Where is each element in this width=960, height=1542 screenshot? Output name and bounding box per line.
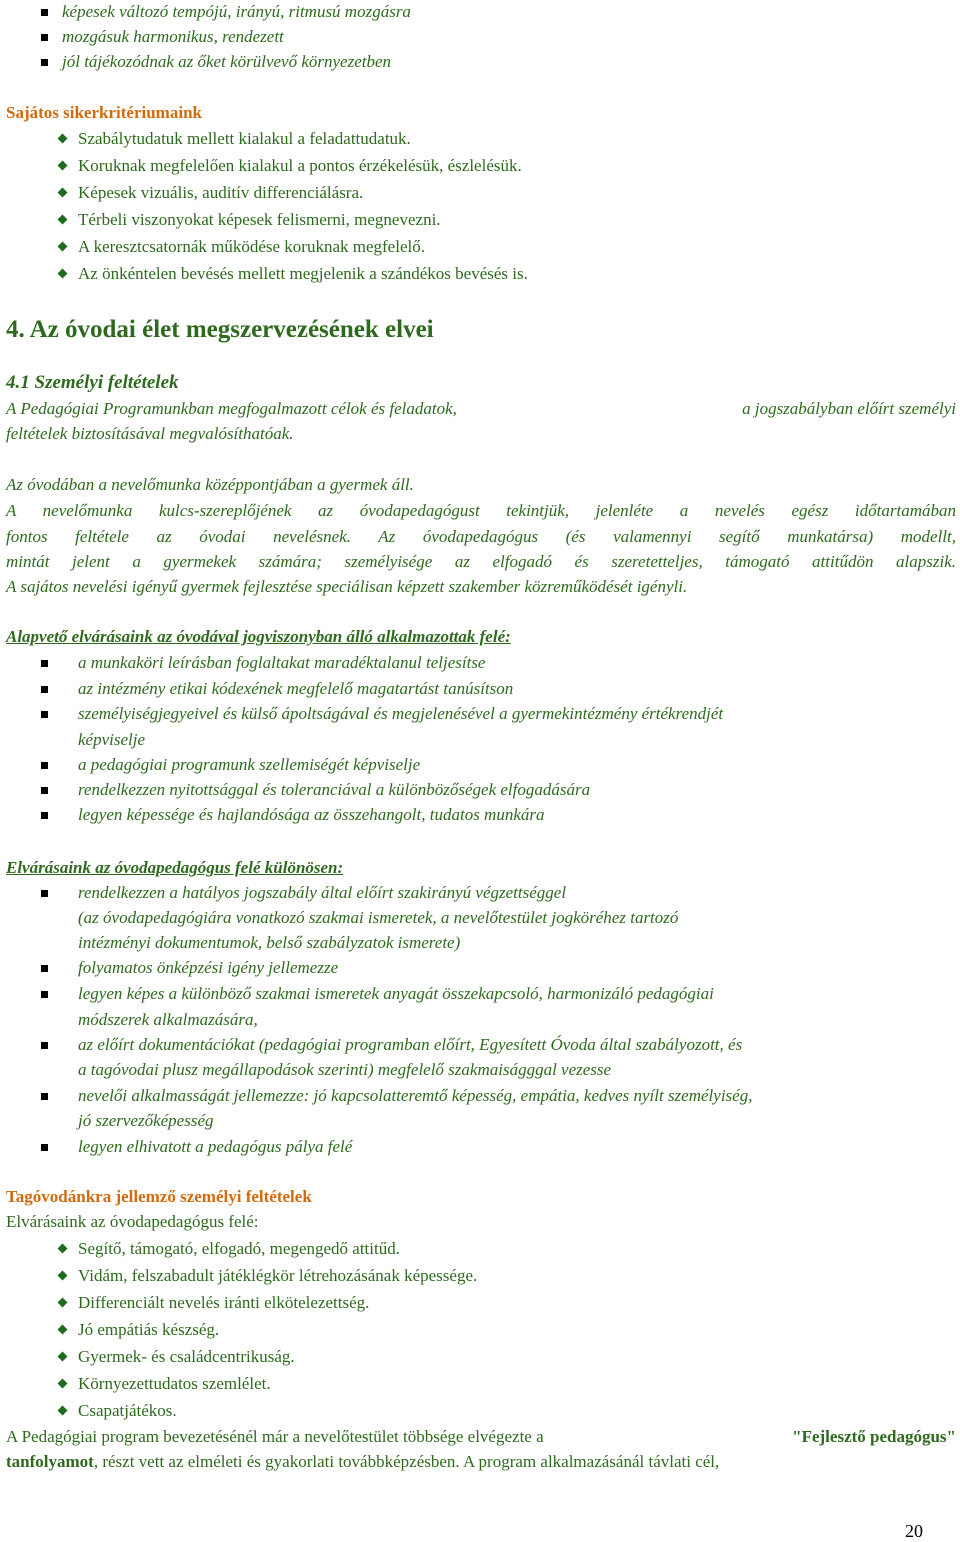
list-item: Jó empátiás készség. [78,1320,220,1339]
list-item: rendelkezzen nyitottsággal és toleranciával a különbözőségek elfogadására [78,780,591,799]
list-item-continuation: intézményi dokumentumok, belső szabályzatok ismerete) [78,933,461,952]
list-item: Csapatjátékos. [78,1401,177,1420]
list-item: rendelkezzen a hatályos jogszabály által előírt szakirányú végzettséggel [78,883,567,902]
paragraph-line: mintát jelent a gyermekek számára; személyisége az elfogadó és szeretetteljes, támogató attitűdön alapszik. [6,552,956,571]
list-item-continuation: módszerek alkalmazására, [78,1010,258,1029]
square-bullet-icon [41,711,48,718]
list-item: nevelői alkalmasságát jellemezze: jó kapcsolatteremtő képesség, empátia, kedves nyílt személyiség, [78,1086,753,1105]
member-kindergarten-title: Tagóvodánkra jellemző személyi feltételek [6,1187,312,1206]
paragraph-line: A Pedagógiai Programunkban megfogalmazott célok és feladatok, [6,399,457,418]
closing-paragraph-line [6,1426,956,1448]
paragraph-line: Az óvodában a nevelőmunka középpontjában a gyermek áll. [6,475,414,494]
diamond-bullet-icon [58,1244,68,1254]
list-item: a pedagógiai programunk szellemiségét képviselje [78,755,421,774]
list-item: Térbeli viszonyokat képesek felismerni, megnevezni. [78,210,441,229]
square-bullet-icon [41,660,48,667]
list-item: legyen elhivatott a pedagógus pálya felé [78,1137,353,1156]
paragraph-line: fontos feltétele az óvodai nevelésnek. Az óvodapedagógus (és valamennyi segítő munkatársa) modellt, [6,527,956,546]
teacher-expectations-title: Elvárásaink az óvodapedagógus felé különösen: [6,858,344,877]
member-kindergarten-intro: Elvárásaink az óvodapedagógus felé: [6,1212,259,1231]
list-item: képesek változó tempójú, irányú, ritmusú mozgásra [62,2,411,21]
list-item: az intézmény etikai kódexének megfelelő magatartást tanúsítson [78,679,514,698]
diamond-bullet-icon [58,1352,68,1362]
paragraph-line: A sajátos nevelési igényű gyermek fejlesztése speciálisan képzett szakember közreműködését igényli. [6,577,688,596]
square-bullet-icon [41,991,48,998]
diamond-bullet-icon [58,1271,68,1281]
list-item-continuation: képviselje [78,730,146,749]
section-heading: 4. Az óvodai élet megszervezésének elvei [6,316,434,343]
square-bullet-icon [41,1042,48,1049]
square-bullet-icon [41,787,48,794]
square-bullet-icon [41,686,48,693]
subsection-heading: 4.1 Személyi feltételek [6,372,179,393]
list-item-continuation: a tagóvodai plusz megállapodások szerinti) megfelelő szakmaiságggal vezesse [78,1060,612,1079]
closing-text: , részt vett az elméleti és gyakorlati továbbképzésben. A program alkalmazásánál távlati cél, [93,1452,720,1471]
list-item: legyen képessége és hajlandósága az összehangolt, tudatos munkára [78,805,545,824]
square-bullet-icon [41,762,48,769]
square-bullet-icon [41,812,48,819]
list-item: Gyermek- és családcentrikuság. [78,1347,295,1366]
list-item: Képesek vizuális, auditív differenciálásra. [78,183,364,202]
square-bullet-icon [41,9,48,16]
list-item: A keresztcsatornák működése koruknak megfelelő. [78,237,425,256]
staff-expectations-title: Alapvető elvárásaink az óvodával jogviszonyban álló alkalmazottak felé: [6,627,511,646]
square-bullet-icon [41,1093,48,1100]
diamond-bullet-icon [58,161,68,171]
diamond-bullet-icon [58,134,68,144]
diamond-bullet-icon [58,1379,68,1389]
closing-bold-text: "Fejlesztő pedagógus" [792,1427,956,1446]
list-item: Differenciált nevelés iránti elkötelezettség. [78,1293,370,1312]
list-item: mozgásuk harmonikus, rendezett [62,27,284,46]
square-bullet-icon [41,1144,48,1151]
square-bullet-icon [41,34,48,41]
list-item: Vidám, felszabadult játéklégkör létrehozásának képessége. [78,1266,478,1285]
closing-paragraph-line [6,1451,719,1473]
list-item: legyen képes a különböző szakmai ismeretek anyagát összekapcsoló, harmonizáló pedagógiai [78,984,714,1003]
list-item-continuation: (az óvodapedagógiára vonatkozó szakmai ismeretek, a nevelőtestület jogköréhez tartozó [78,908,679,927]
paragraph-line: feltételek biztosításával megvalósíthatóak. [6,424,294,443]
diamond-bullet-icon [58,215,68,225]
list-item: Környezettudatos szemlélet. [78,1374,271,1393]
list-item: jól tájékozódnak az őket körülvevő környezetben [62,52,392,71]
criteria-title: Sajátos sikerkritériumaink [6,103,202,122]
list-item: a munkaköri leírásban foglaltakat maradéktalanul teljesítse [78,653,486,672]
paragraph-line: a jogszabályban előírt személyi [742,399,956,418]
diamond-bullet-icon [58,1406,68,1416]
paragraph-line: A nevelőmunka kulcs-szereplőjének az óvodapedagógust tekintjük, jelenléte a nevelés egész időtartamában [6,501,956,520]
diamond-bullet-icon [58,269,68,279]
list-item-continuation: jó szervezőképesség [78,1111,214,1130]
list-item: Az önkéntelen bevésés mellett megjelenik a szándékos bevésés is. [78,264,528,283]
list-item: Segítő, támogató, elfogadó, megengedő attitűd. [78,1239,400,1258]
page-number: 20 [905,1521,923,1541]
square-bullet-icon [41,59,48,66]
diamond-bullet-icon [58,188,68,198]
list-item: folyamatos önképzési igény jellemezze [78,958,339,977]
square-bullet-icon [41,965,48,972]
diamond-bullet-icon [58,242,68,252]
closing-bold-text: tanfolyamot [6,1452,94,1471]
list-item: személyiségjegyeivel és külső ápoltságával és megjelenésével a gyermekintézmény értékrendjét [78,704,724,723]
list-item: Szabálytudatuk mellett kialakul a feladattudatuk. [78,129,411,148]
list-item: az előírt dokumentációkat (pedagógiai programban előírt, Egyesített Óvoda által szabályozott, és [78,1035,743,1054]
list-item: Koruknak megfelelően kialakul a pontos érzékelésük, észlelésük. [78,156,522,175]
square-bullet-icon [41,890,48,897]
diamond-bullet-icon [58,1325,68,1335]
diamond-bullet-icon [58,1298,68,1308]
closing-text: A Pedagógiai program bevezetésénél már a nevelőtestület többsége elvégezte a [6,1427,544,1446]
